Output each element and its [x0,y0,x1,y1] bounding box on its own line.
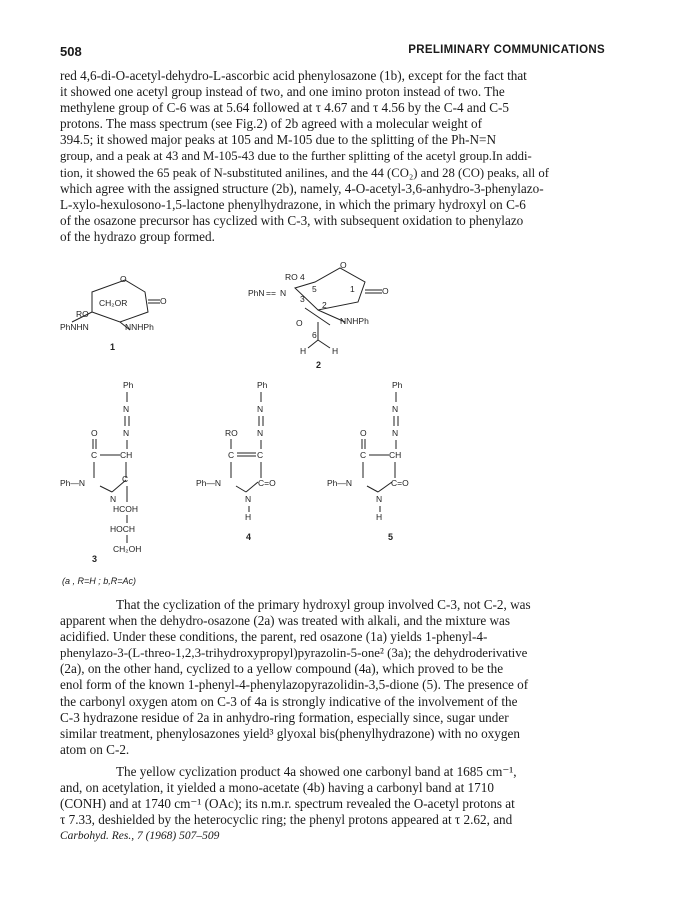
text-line: enol form of the known 1-phenyl-4-phenylazopyrazolidin-3,5-dione (5). The presence of [60,677,529,693]
azo-n2: N [257,428,264,438]
carbonyl-oxygen: O [382,286,389,296]
nnhph-group: NNHPh [125,322,154,332]
text-line: C-3 hydrazone residue of 2a in anhydro-ring formation, especially since, sugar under [60,709,509,725]
text-line: acidified. Under these conditions, the parent, red osazone (1a) yields 1-phenyl-4- [60,629,488,645]
ro-group: RO [76,309,89,319]
paragraph-2 [60,597,616,758]
phn-group: PhN [248,288,265,298]
text-line: red 4,6-di-O-acetyl-dehydro-L-ascorbic acid phenylosazone (1b), except for the fact that [60,68,527,83]
locant-4: 4 [300,272,305,282]
text-line: 394.5; it showed major peaks at 105 and M-105 due to the splitting of the Ph-N=N [60,132,496,148]
ring-carbon: C [91,450,98,460]
text-line: (CONH) and at 1740 cm⁻¹ (OAc); its n.m.r. spectrum revealed the O-acetyl protons at [60,796,515,812]
azo-n1: N [392,404,399,414]
paragraph-1 [60,68,616,245]
nnhph-group: NNHPh [340,316,369,326]
text-line: the carbonyl oxygen atom on C-3 of 4a is strongly indicative of the involvement of the [60,693,518,709]
structure-label-1: 1 [110,342,116,352]
ring-oxygen: O [120,274,127,284]
n-phenyl: Ph—N [327,478,353,488]
bridge-oxygen: O [296,318,303,328]
azo-bond: == [266,288,276,298]
n-phenyl: Ph—N [60,478,86,488]
text-line: which agree with the assigned structure (2b), namely, 4-O-acetyl-3,6-anhydro-3-phenylazo- [60,180,544,196]
carbonyl-oxygen: O [91,428,98,438]
ring-carbon-2: C [257,450,264,460]
locant-2: 2 [322,300,327,310]
ring-ch: CH [120,450,133,460]
text-line: group, and a peak at 43 and M-105-43 due to the further splitting of the acetyl group.In addi- [60,149,532,164]
structure-5 [327,380,409,542]
carbonyl-oxygen: O [160,296,167,306]
carbonyl-oxygen: O [360,428,367,438]
hydrogen-left: H [300,346,307,356]
structure-label-3: 3 [92,554,98,564]
locant-3: 3 [300,294,305,304]
structure-2 [248,260,389,370]
structure-4 [196,380,276,542]
paragraph-3 [60,764,616,828]
azo-n1: N [257,404,264,414]
text-line: methylene group of C-6 was at 5.64 followed at τ 4.67 and τ 4.56 by the C-4 and C-5 [60,100,509,116]
text-line: phenylazo-3-(L-threo-1,2,3-trihydroxypropyl)pyrazolin-5-one² (3a); the dehydroderivative [60,646,528,661]
ring-carbon: C [228,450,235,460]
n-phenyl: Ph—N [196,478,222,488]
carbonyl: C=O [258,478,276,488]
locant-6: 6 [312,330,317,340]
journal-citation: Carbohyd. Res., 7 (1968) 507–509 [60,830,220,842]
ring-c-sub: C [122,474,129,484]
ring-n: N [110,494,117,504]
figure-caption: (a , R=H ; b,R=Ac) [62,576,137,586]
hcoh-group: HCOH [113,504,139,514]
text-line: of the osazone precursor has cyclized with C-3, with subsequent oxidation to phenylazo [60,212,524,228]
running-title: PRELIMINARY COMMUNICATIONS [408,44,605,56]
hydrogen-right: H [332,346,339,356]
locant-5: 5 [312,284,317,294]
text-line: of the hydrazo group formed. [60,228,215,244]
n-hydrogen: H [376,512,383,522]
text-line: and, on acetylation, it yielded a mono-acetate (4b) having a carbonyl band at 1710 [60,780,494,796]
ring-carbon: C [360,450,367,460]
phnhn-group: PhNHN [60,322,89,332]
ring-n: N [245,494,252,504]
ring-oxygen: O [340,260,347,270]
phenyl: Ph [392,380,403,390]
text-line: protons. The mass spectrum (see Fig.2) of 2b agreed with a molecular weight of [60,116,483,132]
page-number: 508 [60,44,82,59]
text-line: The yellow cyclization product 4a showed one carbonyl band at 1685 cm⁻¹, [116,764,517,779]
text-line: L-xylo-hexulosono-1,5-lactone phenylhydrazone, in which the primary hydroxyl on C-6 [60,196,526,212]
structure-1 [60,274,167,352]
azo-nitrogen: N [280,288,287,298]
text-line: it showed one acetyl group instead of two, and one imino proton instead of two. The [60,84,505,100]
azo-n1: N [123,404,130,414]
locant-1: 1 [350,284,355,294]
ring-ch: CH [389,450,402,460]
phenyl: Ph [123,380,134,390]
text-line: similar treatment, phenylosazones yield³ glyoxal bis(phenylhydrazone) with no oxygen [60,725,520,741]
text-line: apparent when the dehydro-osazone (2a) was treated with alkali, and the mixture was [60,613,511,629]
chemical-structures-figure [0,250,677,580]
structure-label-2: 2 [316,360,322,370]
hoch-group: HOCH [110,524,136,534]
ch2or-group: CH₂OR [99,298,128,308]
n-hydrogen: H [245,512,252,522]
text-line: τ 7.33, deshielded by the heterocyclic ring; the phenyl protons appeared at τ 2.62, and [60,812,513,828]
ch2oh-group: CH₂OH [113,544,142,554]
azo-n2: N [392,428,399,438]
ro-group: RO [225,428,238,438]
text-line: That the cyclization of the primary hydroxyl group involved C-3, not C-2, was [116,597,531,612]
phenyl: Ph [257,380,268,390]
azo-n2: N [123,428,130,438]
structure-label-4: 4 [246,532,252,542]
carbonyl: C=O [391,478,409,488]
text-line: (2a), on the other hand, cyclized to a yellow compound (4a), which proved to be the [60,661,504,677]
structure-3 [60,380,141,564]
ro-group: RO [285,272,298,282]
ring-n: N [376,494,383,504]
text-line: atom on C-2. [60,741,130,757]
text-line: tion, it showed the 65 peak of N-substituted anilines, and the 44 (CO₂) and 28 (CO) peaks, all of [60,165,549,180]
structure-label-5: 5 [388,532,394,542]
